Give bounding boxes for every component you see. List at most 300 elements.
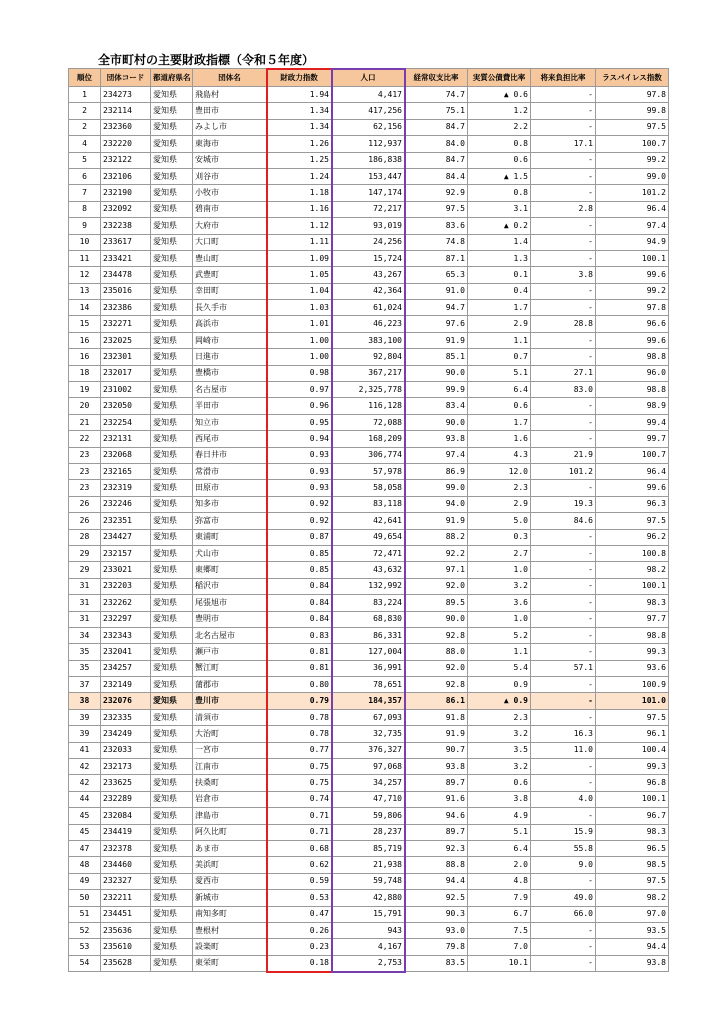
cell-future-burden: 2.8 bbox=[531, 201, 596, 217]
cell-rank: 42 bbox=[69, 759, 101, 775]
cell-laspeyres: 100.4 bbox=[596, 742, 669, 758]
cell-code: 232238 bbox=[101, 218, 151, 234]
cell-current-balance: 74.8 bbox=[405, 234, 468, 250]
cell-debt-ratio: 1.6 bbox=[468, 431, 531, 447]
cell-current-balance: 92.0 bbox=[405, 578, 468, 594]
cell-debt-ratio: 2.3 bbox=[468, 480, 531, 496]
cell-rank: 8 bbox=[69, 201, 101, 217]
cell-code: 232254 bbox=[101, 414, 151, 430]
cell-debt-ratio: 6.4 bbox=[468, 382, 531, 398]
cell-fiscal-index: 0.92 bbox=[267, 496, 332, 512]
cell-current-balance: 97.5 bbox=[405, 201, 468, 217]
cell-laspeyres: 94.4 bbox=[596, 939, 669, 955]
fiscal-indicator-table bbox=[68, 68, 669, 972]
cell-municipality: 瀬戸市 bbox=[193, 644, 267, 660]
cell-rank: 41 bbox=[69, 742, 101, 758]
cell-rank: 29 bbox=[69, 562, 101, 578]
header-laspeyres: ラスパイレス指数 bbox=[596, 69, 669, 87]
cell-laspeyres: 101.0 bbox=[596, 693, 669, 709]
cell-rank: 18 bbox=[69, 365, 101, 381]
cell-fiscal-index: 0.92 bbox=[267, 513, 332, 529]
cell-fiscal-index: 0.93 bbox=[267, 463, 332, 479]
cell-laspeyres: 98.2 bbox=[596, 890, 669, 906]
cell-prefecture: 愛知県 bbox=[151, 168, 193, 184]
cell-prefecture: 愛知県 bbox=[151, 677, 193, 693]
cell-debt-ratio: 6.7 bbox=[468, 906, 531, 922]
cell-municipality: 犬山市 bbox=[193, 545, 267, 561]
cell-municipality: 豊川市 bbox=[193, 693, 267, 709]
cell-code: 233625 bbox=[101, 775, 151, 791]
cell-municipality: 東栄町 bbox=[193, 955, 267, 971]
cell-current-balance: 97.6 bbox=[405, 316, 468, 332]
cell-current-balance: 92.0 bbox=[405, 660, 468, 676]
cell-current-balance: 93.8 bbox=[405, 431, 468, 447]
cell-prefecture: 愛知県 bbox=[151, 611, 193, 627]
table-row bbox=[69, 726, 669, 742]
cell-prefecture: 愛知県 bbox=[151, 382, 193, 398]
cell-population: 59,806 bbox=[332, 808, 405, 824]
cell-population: 112,937 bbox=[332, 136, 405, 152]
cell-laspeyres: 100.9 bbox=[596, 677, 669, 693]
cell-future-burden: - bbox=[531, 939, 596, 955]
cell-rank: 26 bbox=[69, 496, 101, 512]
cell-population: 62,156 bbox=[332, 119, 405, 135]
cell-debt-ratio: 1.0 bbox=[468, 611, 531, 627]
cell-laspeyres: 99.8 bbox=[596, 103, 669, 119]
cell-current-balance: 91.9 bbox=[405, 332, 468, 348]
cell-debt-ratio: 5.2 bbox=[468, 627, 531, 643]
table-row bbox=[69, 922, 669, 938]
table-row bbox=[69, 529, 669, 545]
cell-population: 127,004 bbox=[332, 644, 405, 660]
table-row bbox=[69, 250, 669, 266]
table-row bbox=[69, 693, 669, 709]
cell-debt-ratio: 0.8 bbox=[468, 185, 531, 201]
cell-future-burden: 57.1 bbox=[531, 660, 596, 676]
cell-code: 232220 bbox=[101, 136, 151, 152]
cell-fiscal-index: 1.04 bbox=[267, 283, 332, 299]
cell-prefecture: 愛知県 bbox=[151, 873, 193, 889]
table-row bbox=[69, 677, 669, 693]
cell-population: 132,992 bbox=[332, 578, 405, 594]
cell-debt-ratio: 5.0 bbox=[468, 513, 531, 529]
table-row bbox=[69, 955, 669, 971]
cell-future-burden: 19.3 bbox=[531, 496, 596, 512]
table-row bbox=[69, 939, 669, 955]
cell-rank: 16 bbox=[69, 332, 101, 348]
cell-fiscal-index: 0.71 bbox=[267, 824, 332, 840]
cell-rank: 31 bbox=[69, 578, 101, 594]
cell-laspeyres: 93.8 bbox=[596, 955, 669, 971]
cell-fiscal-index: 1.00 bbox=[267, 332, 332, 348]
cell-fiscal-index: 1.94 bbox=[267, 87, 332, 103]
cell-laspeyres: 99.3 bbox=[596, 644, 669, 660]
cell-rank: 20 bbox=[69, 398, 101, 414]
cell-population: 72,471 bbox=[332, 545, 405, 561]
cell-future-burden: - bbox=[531, 595, 596, 611]
cell-future-burden: 17.1 bbox=[531, 136, 596, 152]
cell-rank: 38 bbox=[69, 693, 101, 709]
cell-future-burden: - bbox=[531, 283, 596, 299]
table-row bbox=[69, 332, 669, 348]
cell-code: 235636 bbox=[101, 922, 151, 938]
cell-future-burden: 55.8 bbox=[531, 840, 596, 856]
cell-laspeyres: 94.9 bbox=[596, 234, 669, 250]
cell-municipality: 豊山町 bbox=[193, 250, 267, 266]
cell-municipality: 常滑市 bbox=[193, 463, 267, 479]
cell-code: 235628 bbox=[101, 955, 151, 971]
cell-future-burden: - bbox=[531, 431, 596, 447]
cell-municipality: 新城市 bbox=[193, 890, 267, 906]
cell-population: 186,838 bbox=[332, 152, 405, 168]
cell-laspeyres: 97.5 bbox=[596, 709, 669, 725]
table-row bbox=[69, 595, 669, 611]
cell-current-balance: 92.3 bbox=[405, 840, 468, 856]
cell-prefecture: 愛知県 bbox=[151, 578, 193, 594]
cell-current-balance: 91.9 bbox=[405, 513, 468, 529]
cell-prefecture: 愛知県 bbox=[151, 431, 193, 447]
cell-debt-ratio: 1.4 bbox=[468, 234, 531, 250]
cell-prefecture: 愛知県 bbox=[151, 103, 193, 119]
table-row bbox=[69, 316, 669, 332]
cell-debt-ratio: 3.5 bbox=[468, 742, 531, 758]
cell-future-burden: - bbox=[531, 922, 596, 938]
cell-debt-ratio: 1.1 bbox=[468, 332, 531, 348]
cell-future-burden: - bbox=[531, 185, 596, 201]
cell-current-balance: 79.8 bbox=[405, 939, 468, 955]
cell-current-balance: 99.9 bbox=[405, 382, 468, 398]
cell-rank: 49 bbox=[69, 873, 101, 889]
cell-fiscal-index: 1.01 bbox=[267, 316, 332, 332]
cell-current-balance: 85.1 bbox=[405, 349, 468, 365]
cell-rank: 12 bbox=[69, 267, 101, 283]
cell-code: 232301 bbox=[101, 349, 151, 365]
cell-prefecture: 愛知県 bbox=[151, 332, 193, 348]
cell-debt-ratio: 1.7 bbox=[468, 300, 531, 316]
cell-prefecture: 愛知県 bbox=[151, 529, 193, 545]
cell-future-burden: - bbox=[531, 414, 596, 430]
cell-rank: 39 bbox=[69, 726, 101, 742]
cell-municipality: 半田市 bbox=[193, 398, 267, 414]
table-body bbox=[69, 87, 669, 972]
cell-laspeyres: 100.7 bbox=[596, 447, 669, 463]
cell-current-balance: 92.5 bbox=[405, 890, 468, 906]
cell-current-balance: 88.2 bbox=[405, 529, 468, 545]
cell-population: 67,093 bbox=[332, 709, 405, 725]
cell-future-burden: 9.0 bbox=[531, 857, 596, 873]
header-population: 人口 bbox=[332, 69, 405, 87]
cell-fiscal-index: 0.95 bbox=[267, 414, 332, 430]
cell-rank: 2 bbox=[69, 119, 101, 135]
cell-debt-ratio: 4.9 bbox=[468, 808, 531, 824]
cell-laspeyres: 98.2 bbox=[596, 562, 669, 578]
cell-future-burden: 101.2 bbox=[531, 463, 596, 479]
cell-population: 184,357 bbox=[332, 693, 405, 709]
cell-fiscal-index: 1.00 bbox=[267, 349, 332, 365]
cell-debt-ratio: 0.6 bbox=[468, 398, 531, 414]
cell-fiscal-index: 0.93 bbox=[267, 480, 332, 496]
cell-debt-ratio: 10.1 bbox=[468, 955, 531, 971]
cell-rank: 44 bbox=[69, 791, 101, 807]
cell-laspeyres: 97.5 bbox=[596, 513, 669, 529]
header-current-balance: 経常収支比率 bbox=[405, 69, 468, 87]
cell-population: 21,938 bbox=[332, 857, 405, 873]
cell-laspeyres: 96.1 bbox=[596, 726, 669, 742]
cell-prefecture: 愛知県 bbox=[151, 283, 193, 299]
cell-municipality: 東海市 bbox=[193, 136, 267, 152]
table-row bbox=[69, 119, 669, 135]
cell-debt-ratio: 3.1 bbox=[468, 201, 531, 217]
table-row bbox=[69, 431, 669, 447]
cell-current-balance: 65.3 bbox=[405, 267, 468, 283]
cell-debt-ratio: 2.9 bbox=[468, 316, 531, 332]
cell-prefecture: 愛知県 bbox=[151, 513, 193, 529]
cell-debt-ratio: 1.0 bbox=[468, 562, 531, 578]
cell-laspeyres: 97.5 bbox=[596, 119, 669, 135]
cell-population: 168,209 bbox=[332, 431, 405, 447]
cell-debt-ratio: ▲ 0.9 bbox=[468, 693, 531, 709]
cell-laspeyres: 99.4 bbox=[596, 414, 669, 430]
cell-population: 2,753 bbox=[332, 955, 405, 971]
cell-code: 232297 bbox=[101, 611, 151, 627]
cell-population: 116,128 bbox=[332, 398, 405, 414]
header-municipality: 団体名 bbox=[193, 69, 267, 87]
cell-population: 49,654 bbox=[332, 529, 405, 545]
table-row bbox=[69, 709, 669, 725]
table-row bbox=[69, 382, 669, 398]
cell-rank: 35 bbox=[69, 660, 101, 676]
table-row bbox=[69, 873, 669, 889]
cell-rank: 42 bbox=[69, 775, 101, 791]
cell-fiscal-index: 0.77 bbox=[267, 742, 332, 758]
cell-prefecture: 愛知県 bbox=[151, 218, 193, 234]
cell-code: 232033 bbox=[101, 742, 151, 758]
cell-rank: 54 bbox=[69, 955, 101, 971]
cell-prefecture: 愛知県 bbox=[151, 365, 193, 381]
cell-future-burden: - bbox=[531, 234, 596, 250]
cell-current-balance: 92.9 bbox=[405, 185, 468, 201]
cell-code: 235610 bbox=[101, 939, 151, 955]
cell-rank: 4 bbox=[69, 136, 101, 152]
table-row bbox=[69, 775, 669, 791]
cell-population: 36,991 bbox=[332, 660, 405, 676]
cell-population: 32,735 bbox=[332, 726, 405, 742]
cell-municipality: 安城市 bbox=[193, 152, 267, 168]
cell-current-balance: 92.8 bbox=[405, 627, 468, 643]
cell-prefecture: 愛知県 bbox=[151, 562, 193, 578]
cell-code: 234257 bbox=[101, 660, 151, 676]
table-row bbox=[69, 267, 669, 283]
cell-fiscal-index: 0.85 bbox=[267, 545, 332, 561]
cell-laspeyres: 93.6 bbox=[596, 660, 669, 676]
cell-municipality: 知多市 bbox=[193, 496, 267, 512]
table-row bbox=[69, 414, 669, 430]
cell-future-burden: - bbox=[531, 955, 596, 971]
cell-rank: 45 bbox=[69, 824, 101, 840]
table-row bbox=[69, 513, 669, 529]
cell-municipality: 日進市 bbox=[193, 349, 267, 365]
cell-laspeyres: 97.8 bbox=[596, 300, 669, 316]
cell-population: 943 bbox=[332, 922, 405, 938]
cell-prefecture: 愛知県 bbox=[151, 152, 193, 168]
cell-current-balance: 84.4 bbox=[405, 168, 468, 184]
cell-prefecture: 愛知県 bbox=[151, 316, 193, 332]
cell-prefecture: 愛知県 bbox=[151, 480, 193, 496]
cell-laspeyres: 99.6 bbox=[596, 480, 669, 496]
cell-rank: 5 bbox=[69, 152, 101, 168]
cell-debt-ratio: 12.0 bbox=[468, 463, 531, 479]
cell-current-balance: 84.0 bbox=[405, 136, 468, 152]
cell-rank: 7 bbox=[69, 185, 101, 201]
cell-future-burden: - bbox=[531, 611, 596, 627]
cell-debt-ratio: 5.4 bbox=[468, 660, 531, 676]
cell-rank: 23 bbox=[69, 480, 101, 496]
cell-population: 43,267 bbox=[332, 267, 405, 283]
cell-municipality: 長久手市 bbox=[193, 300, 267, 316]
cell-fiscal-index: 0.87 bbox=[267, 529, 332, 545]
cell-laspeyres: 96.4 bbox=[596, 201, 669, 217]
table-row bbox=[69, 562, 669, 578]
cell-fiscal-index: 0.84 bbox=[267, 578, 332, 594]
cell-population: 15,724 bbox=[332, 250, 405, 266]
table-row bbox=[69, 857, 669, 873]
cell-code: 232017 bbox=[101, 365, 151, 381]
cell-current-balance: 90.0 bbox=[405, 365, 468, 381]
cell-municipality: 名古屋市 bbox=[193, 382, 267, 398]
cell-current-balance: 97.1 bbox=[405, 562, 468, 578]
cell-fiscal-index: 0.26 bbox=[267, 922, 332, 938]
cell-population: 42,880 bbox=[332, 890, 405, 906]
cell-laspeyres: 97.8 bbox=[596, 87, 669, 103]
cell-laspeyres: 97.0 bbox=[596, 906, 669, 922]
cell-code: 233421 bbox=[101, 250, 151, 266]
cell-future-burden: - bbox=[531, 808, 596, 824]
cell-population: 2,325,778 bbox=[332, 382, 405, 398]
cell-current-balance: 89.7 bbox=[405, 824, 468, 840]
cell-prefecture: 愛知県 bbox=[151, 496, 193, 512]
cell-fiscal-index: 1.18 bbox=[267, 185, 332, 201]
cell-prefecture: 愛知県 bbox=[151, 709, 193, 725]
cell-laspeyres: 96.2 bbox=[596, 529, 669, 545]
table-row bbox=[69, 644, 669, 660]
cell-population: 72,088 bbox=[332, 414, 405, 430]
cell-laspeyres: 99.6 bbox=[596, 332, 669, 348]
table-row bbox=[69, 791, 669, 807]
table-row bbox=[69, 136, 669, 152]
cell-future-burden: - bbox=[531, 349, 596, 365]
cell-fiscal-index: 0.18 bbox=[267, 955, 332, 971]
cell-population: 85,719 bbox=[332, 840, 405, 856]
cell-code: 235016 bbox=[101, 283, 151, 299]
cell-laspeyres: 99.3 bbox=[596, 759, 669, 775]
header-debt-ratio: 実質公債費比率 bbox=[468, 69, 531, 87]
cell-population: 383,100 bbox=[332, 332, 405, 348]
cell-current-balance: 90.7 bbox=[405, 742, 468, 758]
cell-rank: 16 bbox=[69, 349, 101, 365]
cell-rank: 11 bbox=[69, 250, 101, 266]
cell-population: 147,174 bbox=[332, 185, 405, 201]
cell-code: 232106 bbox=[101, 168, 151, 184]
cell-laspeyres: 96.4 bbox=[596, 463, 669, 479]
cell-rank: 35 bbox=[69, 644, 101, 660]
cell-code: 232092 bbox=[101, 201, 151, 217]
cell-code: 232378 bbox=[101, 840, 151, 856]
cell-debt-ratio: 1.2 bbox=[468, 103, 531, 119]
cell-future-burden: 66.0 bbox=[531, 906, 596, 922]
cell-debt-ratio: 5.1 bbox=[468, 365, 531, 381]
cell-current-balance: 88.8 bbox=[405, 857, 468, 873]
table-row bbox=[69, 906, 669, 922]
cell-future-burden: - bbox=[531, 709, 596, 725]
cell-current-balance: 93.0 bbox=[405, 922, 468, 938]
cell-debt-ratio: 4.8 bbox=[468, 873, 531, 889]
cell-debt-ratio: 5.1 bbox=[468, 824, 531, 840]
cell-municipality: 田原市 bbox=[193, 480, 267, 496]
cell-municipality: 北名古屋市 bbox=[193, 627, 267, 643]
cell-current-balance: 93.8 bbox=[405, 759, 468, 775]
cell-laspeyres: 96.0 bbox=[596, 365, 669, 381]
table-row bbox=[69, 480, 669, 496]
cell-current-balance: 89.5 bbox=[405, 595, 468, 611]
cell-prefecture: 愛知県 bbox=[151, 267, 193, 283]
cell-fiscal-index: 0.68 bbox=[267, 840, 332, 856]
cell-code: 232211 bbox=[101, 890, 151, 906]
cell-population: 306,774 bbox=[332, 447, 405, 463]
cell-debt-ratio: 7.0 bbox=[468, 939, 531, 955]
cell-population: 15,791 bbox=[332, 906, 405, 922]
cell-future-burden: 4.0 bbox=[531, 791, 596, 807]
cell-code: 232335 bbox=[101, 709, 151, 725]
cell-fiscal-index: 0.74 bbox=[267, 791, 332, 807]
cell-laspeyres: 96.6 bbox=[596, 316, 669, 332]
cell-prefecture: 愛知県 bbox=[151, 398, 193, 414]
cell-municipality: あま市 bbox=[193, 840, 267, 856]
cell-laspeyres: 100.1 bbox=[596, 578, 669, 594]
cell-future-burden: - bbox=[531, 119, 596, 135]
cell-prefecture: 愛知県 bbox=[151, 201, 193, 217]
cell-population: 34,257 bbox=[332, 775, 405, 791]
cell-debt-ratio: 0.6 bbox=[468, 152, 531, 168]
cell-laspeyres: 98.8 bbox=[596, 349, 669, 365]
cell-population: 28,237 bbox=[332, 824, 405, 840]
table-row bbox=[69, 168, 669, 184]
cell-current-balance: 91.0 bbox=[405, 283, 468, 299]
cell-municipality: 大府市 bbox=[193, 218, 267, 234]
cell-future-burden: - bbox=[531, 578, 596, 594]
cell-debt-ratio: ▲ 1.5 bbox=[468, 168, 531, 184]
cell-current-balance: 84.7 bbox=[405, 152, 468, 168]
cell-municipality: 東浦町 bbox=[193, 529, 267, 545]
cell-prefecture: 愛知県 bbox=[151, 955, 193, 971]
cell-laspeyres: 99.7 bbox=[596, 431, 669, 447]
cell-municipality: 阿久比町 bbox=[193, 824, 267, 840]
cell-rank: 10 bbox=[69, 234, 101, 250]
cell-future-burden: - bbox=[531, 300, 596, 316]
cell-municipality: 東郷町 bbox=[193, 562, 267, 578]
cell-municipality: 豊橋市 bbox=[193, 365, 267, 381]
cell-laspeyres: 98.3 bbox=[596, 824, 669, 840]
cell-fiscal-index: 0.93 bbox=[267, 447, 332, 463]
cell-current-balance: 83.6 bbox=[405, 218, 468, 234]
cell-debt-ratio: 2.9 bbox=[468, 496, 531, 512]
cell-code: 232165 bbox=[101, 463, 151, 479]
cell-fiscal-index: 0.81 bbox=[267, 644, 332, 660]
cell-debt-ratio: 3.2 bbox=[468, 726, 531, 742]
cell-fiscal-index: 1.12 bbox=[267, 218, 332, 234]
cell-fiscal-index: 1.05 bbox=[267, 267, 332, 283]
cell-fiscal-index: 0.85 bbox=[267, 562, 332, 578]
table-row bbox=[69, 365, 669, 381]
